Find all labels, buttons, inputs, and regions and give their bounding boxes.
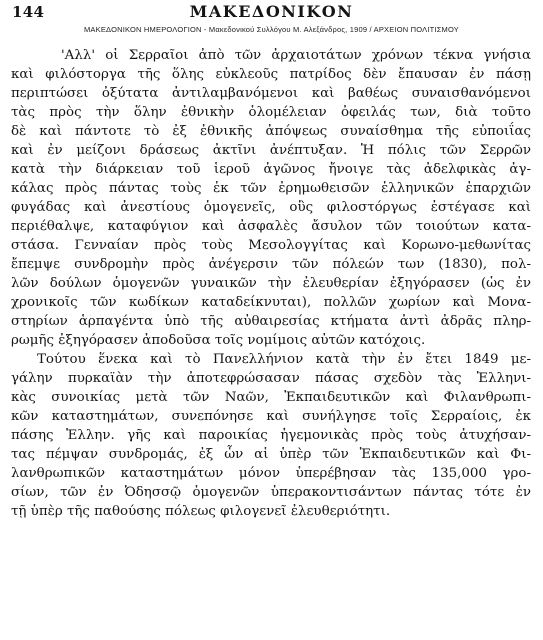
source-attribution-line: ΜΑΚΕΔΟΝΙΚΟΝ ΗΜΕΡΟΛΟΓΙΟΝ - Μακεδονικού Συλλόγου Μ. Αλεξάνδρος, 1909 / ΑΡΧΕΙΟΝ ΠΟΛΙΤΙΣΜΟΥ	[83, 25, 460, 34]
page-header	[0, 0, 543, 34]
text-line: 'Αλλ' οἱ Σερραῖοι ἀπὸ τῶν ἀρχαιοτάτων χρόνων τέκνα γνήσια	[61, 48, 531, 63]
text-line: χρονικοῖς τῶν κωδίκων καταδείκνυται), πολλῶν χωρίων καὶ Μονα-	[11, 295, 531, 310]
text-line: κὰς συνοικίας μετὰ τῶν Ναῶν, Ἐκπαιδευτικῶν καὶ Φιλανθρωπι-	[11, 390, 531, 405]
text-line: κάλας πρὸς πάντας τοὺς ἐκ τῶν ἐρημωθεισῶν ἑλληνικῶν ἐπαρχιῶν	[11, 181, 531, 196]
text-line: καὶ φιλόστοργα τῆς ὅλης εὐκλεοῦς πατρίδος δὲν ἔπαυσαν ἐν πάσῃ	[11, 67, 531, 82]
running-title: ΜΑΚΕΔΟΝΙΚΟΝ	[189, 2, 354, 21]
text-line: στάσα. Γενναίαν πρὸς τοὺς Μεσολογγίτας καὶ Κορωνο-μεθωνίτας	[11, 238, 531, 253]
page-number: 144	[12, 3, 45, 21]
text-line: τῇ ὑπὲρ τῆς παθούσης πόλεως φιλογενεῖ ἐλευθεριότητι.	[11, 504, 391, 519]
text-line: λῶν δούλων ὁμογενῶν γυναικῶν τὴν ἐλευθερίαν ἐξηγόρασεν (ὡς ἐν	[11, 276, 531, 291]
text-line: κῶν καταστημάτων, συνεπόνησε καὶ συνήλγησε τοῖς Σερραίοις, ἐκ	[11, 409, 531, 424]
text-line: φυγάδας καὶ ἀνεστίους ὁμογενεῖς, οὓς φιλοστόργως ἐστέγασε καὶ	[11, 200, 531, 215]
text-line: κατὰ τὴν διάρκειαν τοῦ ἱεροῦ ἀγῶνος ἤνοιγε τὰς ἀδελφικὰς ἀγ-	[11, 162, 531, 177]
text-line: ἔπεμψε συνδρομὴν πρὸς ἀνέγερσιν τῶν πόλεών των (1830), πολ-	[11, 257, 531, 272]
text-line: Τούτου ἕνεκα καὶ τὸ Πανελλήνιον κατὰ τὴν ἐν ἔτει 1849 με-	[37, 352, 531, 367]
text-line: σίων, τῶν ἐν Ὀδησσῷ ὁμογενῶν ὑπερακοντισάντων πάντας τότε ἐν	[11, 485, 531, 500]
text-line: πάσης Ἑλλην. γῆς καὶ παροικίας ἡγεμονικὰς πρὸς τοὺς ἀτυχήσαν-	[11, 428, 531, 443]
text-line: τας πέμψαν συνδρομάς, ἐξ ὧν αἱ ὑπὲρ τῶν Ἐκπαιδευτικῶν καὶ Φι-	[11, 447, 531, 462]
text-line: λανθρωπικῶν καταστημάτων μόνον ὑπερέβησαν τὰς 135,000 γρο-	[11, 466, 531, 481]
text-line: στηρίων ἁρπαγέντα ὑπὸ τῆς αὐθαιρεσίας κτήματα ἀντὶ ἀδρᾶς πληρ-	[11, 314, 531, 329]
text-line: δὲ καὶ πάντοτε τὸ ἐξ ἐθνικῆς ἀπόψεως συναίσθημα τῆς εὐποιΐας	[11, 124, 531, 139]
text-line: τὰς πρὸς τὴν ὅλην ἐθνικὴν ὁλομέλειαν ὀφειλάς των, διὰ τοῦτο	[11, 105, 531, 120]
text-line: καὶ ἐν μείζονι δράσεως ἀκτῖνι ἀνέπτυξαν. Ἡ πόλις τῶν Σερρῶν	[11, 143, 531, 158]
text-line: γάλην πυρκαϊὰν τὴν ἀποτεφρώσασαν πάσας σχεδὸν τὰς Ἑλληνι-	[11, 371, 531, 386]
text-line: περιέθαλψε, καταφύγιον καὶ ἀσφαλὲς ἄσυλον τῶν τοιούτων κατα-	[11, 219, 531, 234]
text-line: ρωμῆς ἐξηγόρασεν ἀποδοῦσα τοῖς νομίμοις αὐτῶν κατόχοις.	[11, 333, 426, 348]
body-text	[11, 46, 531, 521]
text-line: περιπτώσει ὀξύτατα ἀντιλαμβανόμενοι καὶ βαθέως συναισθανόμενοι	[11, 86, 531, 101]
